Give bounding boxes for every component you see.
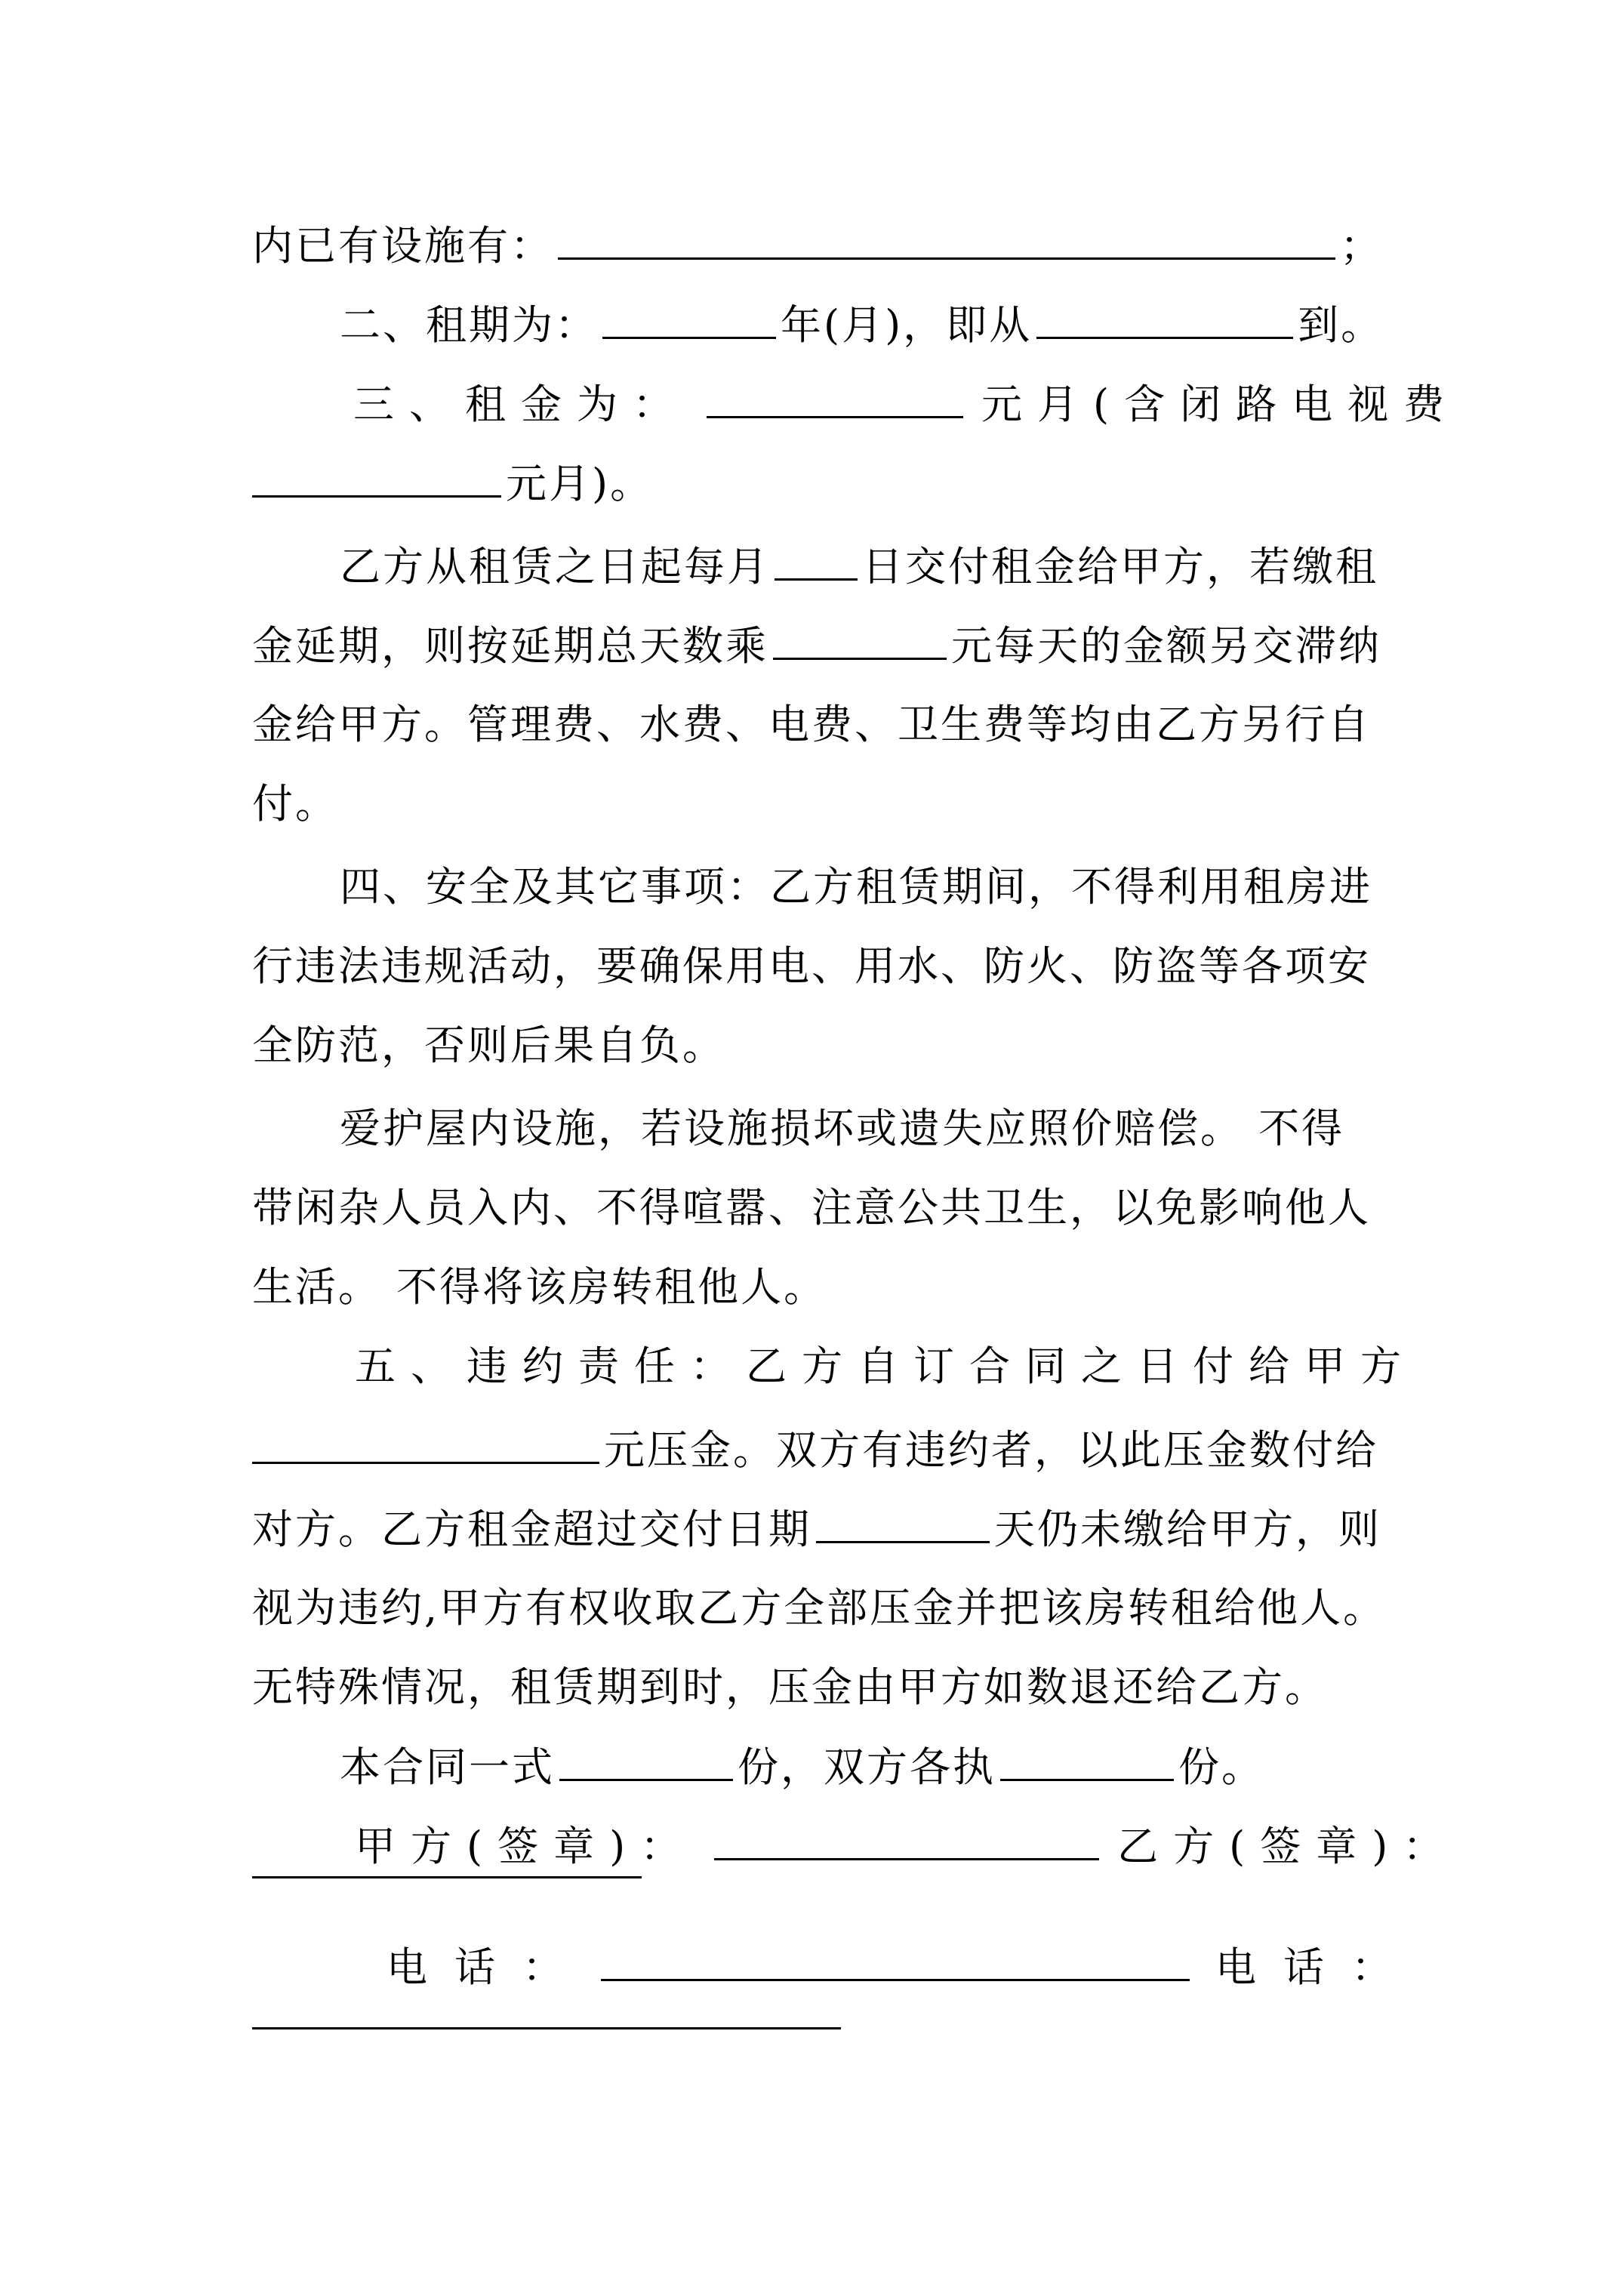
care-line-2 [252, 1178, 1384, 1238]
rent-line [353, 374, 1486, 434]
term-from-blank[interactable] [1036, 294, 1293, 339]
safety-text-2: 行违法违规活动，要确保用电、用水、防火、防盗等各项安 [252, 942, 1371, 990]
late-fee-line [252, 615, 1384, 676]
fees-text-end: 付。 [252, 780, 338, 827]
deposit-text: 元压金。双方有违约者，以此压金数付给 [604, 1426, 1378, 1474]
party-a-phone-label: 电话： [387, 1943, 590, 1991]
term-label: 二、租期为： [340, 301, 598, 349]
safety-line-1 [340, 857, 1472, 917]
copies-each-blank[interactable] [1000, 1737, 1174, 1781]
copies-total-blank[interactable] [559, 1737, 733, 1781]
party-a-signature-label: 甲方(签章)： [355, 1823, 697, 1870]
signature-line [355, 1816, 1487, 1876]
refund-line [252, 1657, 1384, 1718]
cctv-fee-blank[interactable] [252, 453, 501, 498]
copies-line [340, 1737, 1472, 1797]
late-fee-text-2: 元每天的金额另交滞纳 [951, 622, 1381, 670]
term-to: 到。 [1298, 301, 1384, 349]
care-text-3: 生活。 不得将该房转租他人。 [252, 1263, 827, 1311]
overdue-text: 对方。乙方租金超过交付日期 [252, 1505, 812, 1553]
rent-label: 三、租金为： [353, 381, 688, 428]
party-b-phone-blank[interactable] [252, 2027, 841, 2029]
safety-line-3 [252, 1015, 1384, 1076]
care-text-1: 爱护屋内设施，若设施损坏或遗失应照价赔偿。 不得 [340, 1105, 1345, 1152]
late-fee-text: 金延期，则按延期总天数乘 [252, 622, 768, 670]
party-b-signature-blank[interactable] [252, 1876, 642, 1878]
semicolon: ； [1340, 222, 1383, 270]
copies-text-2: 份，双方各执 [738, 1743, 996, 1791]
overdue-days-blank[interactable] [816, 1499, 990, 1543]
copies-text-3: 份。 [1178, 1743, 1264, 1791]
care-line-1 [340, 1099, 1472, 1159]
cctv-fee-line [252, 453, 1384, 513]
term-line [340, 294, 1472, 355]
fees-text: 金给甲方。管理费、水费、电费、卫生费等均由乙方另行自 [252, 701, 1371, 748]
overdue-line [252, 1499, 1384, 1559]
cctv-fee-unit: 元月)。 [506, 460, 654, 507]
facilities-blank[interactable] [558, 215, 1335, 260]
payment-day-blank[interactable] [775, 536, 858, 581]
care-line-3 [252, 1257, 1384, 1318]
party-b-signature-label: 乙方(签章)： [1117, 1823, 1459, 1870]
payment-day-text: 乙方从租赁之日起每月 [340, 543, 770, 590]
care-text-2: 带闲杂人员入内、不得喧嚣、注意公共卫生，以免影响他人 [252, 1184, 1371, 1231]
party-a-signature-blank[interactable] [714, 1816, 1099, 1860]
term-blank[interactable] [602, 294, 776, 339]
party-b-phone-label: 电话： [1215, 1943, 1419, 1991]
fees-line-end [252, 774, 1384, 834]
payment-day-line [340, 536, 1472, 596]
payment-day-text-2: 日交付租金给甲方，若缴租 [862, 543, 1378, 590]
rent-unit: 元月(含闭路电视费 [981, 381, 1460, 428]
breach-text-1: 五、违约责任：乙方自订合同之日付给甲方 [355, 1342, 1416, 1390]
safety-line-2 [252, 936, 1384, 997]
late-fee-blank[interactable] [773, 615, 947, 660]
refund-text: 无特殊情况，租赁期到时，压金由甲方如数退还给乙方。 [252, 1663, 1328, 1711]
safety-text-1: 四、安全及其它事项：乙方租赁期间，不得利用租房进 [340, 863, 1372, 911]
rent-blank[interactable] [707, 374, 963, 418]
deposit-line [252, 1419, 1384, 1480]
term-unit: 年(月)，即从 [781, 301, 1033, 349]
facilities-label: 内已有设施有： [252, 222, 553, 270]
violation-line [252, 1578, 1387, 1638]
breach-line-1 [355, 1336, 1487, 1397]
phone-line [387, 1937, 1519, 1997]
facilities-line [252, 215, 1384, 276]
overdue-text-2: 天仍未缴给甲方，则 [994, 1505, 1381, 1553]
deposit-blank[interactable] [252, 1419, 599, 1464]
party-a-phone-blank[interactable] [601, 1937, 1190, 1981]
fees-line [252, 695, 1384, 755]
copies-text: 本合同一式 [340, 1743, 555, 1791]
violation-text: 视为违约,甲方有权收取乙方全部压金并把该房转租给他人。 [252, 1584, 1387, 1632]
safety-text-3: 全防范，否则后果自负。 [252, 1022, 725, 1069]
